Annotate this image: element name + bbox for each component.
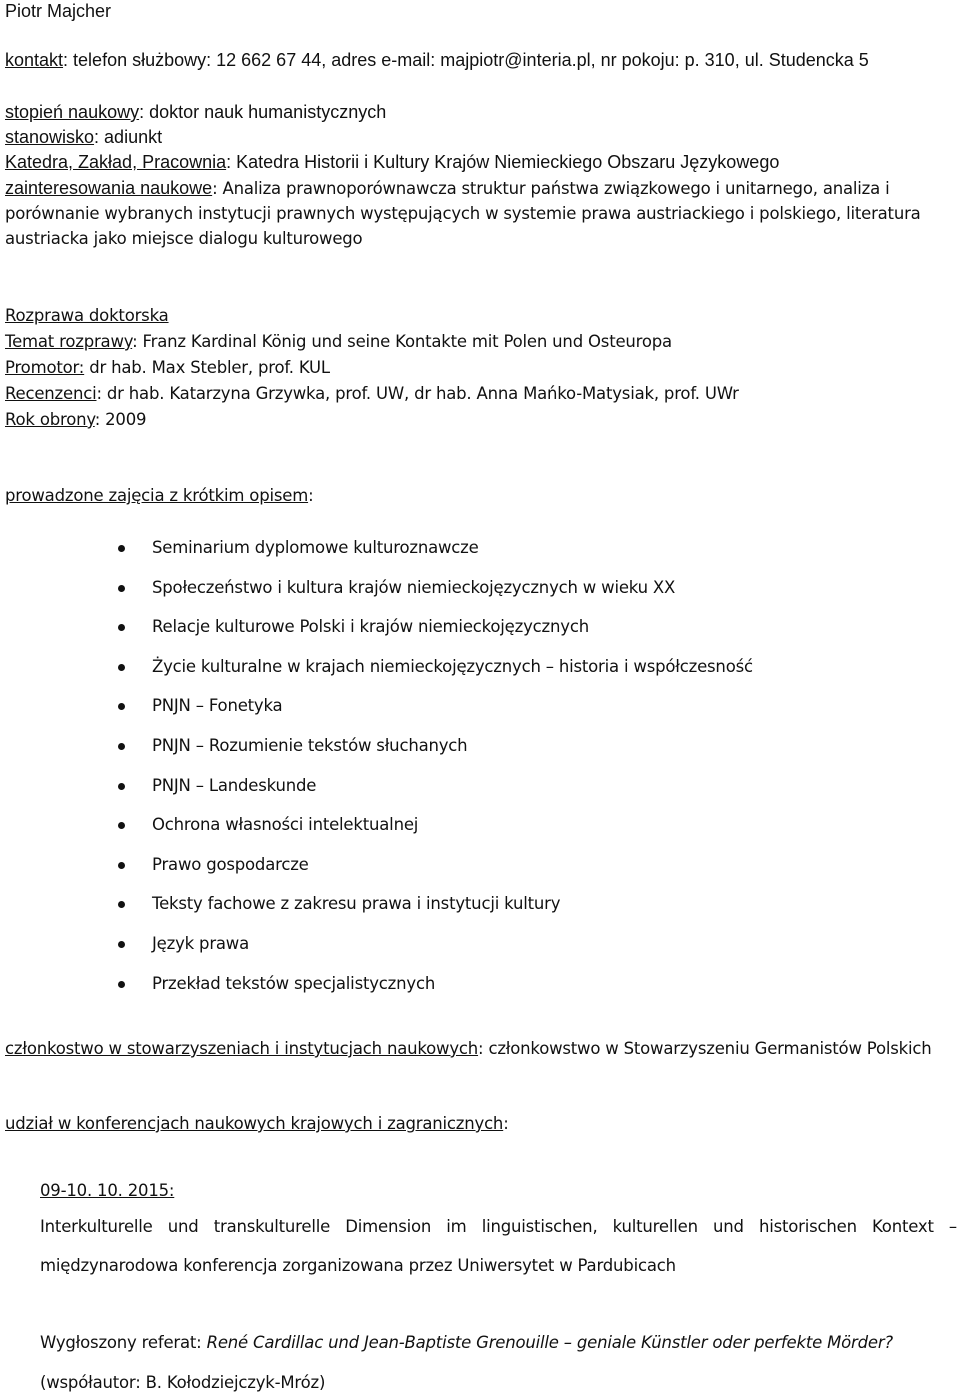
- thesis-heading: Rozprawa doktorska: [5, 306, 169, 325]
- thesis-year-line: [5, 409, 146, 431]
- thesis-reviewers-text: : dr hab. Katarzyna Grzywka, prof. UW, dr hab. Anna Mańko-Matysiak, prof. UWr: [96, 384, 739, 403]
- thesis-topic-text: : Franz Kardinal König und seine Kontakte mit Polen und Osteuropa: [132, 332, 672, 351]
- bullet-icon: [118, 624, 125, 631]
- list-item: Język prawa: [100, 931, 753, 971]
- conference-date: 09-10. 10. 2015:: [40, 1181, 175, 1200]
- thesis-topic-label: Temat rozprawy: [5, 332, 133, 351]
- department-text: : Katedra Historii i Kultury Krajów Niemieckiego Obszaru Językowego: [226, 152, 780, 172]
- thesis-promotor-label: Promotor:: [5, 358, 85, 377]
- bullet-icon: [118, 981, 125, 988]
- list-item: Relacje kulturowe Polski i krajów niemieckojęzycznych: [100, 614, 753, 654]
- person-name: Piotr Majcher: [5, 1, 112, 21]
- list-item: Ochrona własności intelektualnej: [100, 812, 753, 852]
- degree-line: [5, 101, 386, 123]
- bullet-icon: [118, 743, 125, 750]
- interests-text: : Analiza prawnoporównawcza struktur państwa związkowego i unitarnego, analiza i porównanie wybranych instytucji prawnych występujących w systemie prawa austriackiego i polskiego, literatura austriacka jako miejsce dialogu kulturowego: [5, 179, 921, 248]
- talk-label: Wygłoszony referat:: [40, 1333, 207, 1352]
- conference-coauthor: (współautor: B. Kołodziejczyk-Mróz): [40, 1373, 326, 1392]
- position-text: : adiunkt: [94, 127, 163, 147]
- thesis-year-label: Rok obrony: [5, 410, 95, 429]
- bullet-icon: [118, 664, 125, 671]
- thesis-promotor-line: [5, 357, 330, 379]
- list-item: Teksty fachowe z zakresu prawa i instytucji kultury: [100, 891, 753, 931]
- department-line: [5, 151, 779, 173]
- conference-title-line: Interkulturelle und transkulturelle Dimension im linguistischen, kulturellen und historischen Kontext –: [40, 1217, 957, 1236]
- bullet-icon: [118, 901, 125, 908]
- membership-text: : członkowstwo w Stowarzyszeniu Germanistów Polskich: [478, 1039, 932, 1058]
- list-item: Seminarium dyplomowe kulturoznawcze: [100, 535, 753, 575]
- position-label: stanowisko: [5, 127, 95, 147]
- talk-title: René Cardillac und Jean-Baptiste Grenouille – geniale Künstler oder perfekte Mörder?: [206, 1333, 893, 1352]
- degree-label: stopień naukowy: [5, 102, 140, 122]
- interests-label: zainteresowania naukowe: [5, 178, 213, 198]
- bullet-icon: [118, 941, 125, 948]
- conference-title-line-2: międzynarodowa konferencja zorganizowana przez Uniwersytet w Pardubicach: [40, 1256, 676, 1275]
- membership-paragraph: [5, 1036, 955, 1062]
- bullet-icon: [118, 783, 125, 790]
- conferences-heading: udział w konferencjach naukowych krajowych i zagranicznych:: [5, 1114, 509, 1133]
- courses-heading: prowadzone zajęcia z krótkim opisem:: [5, 486, 314, 505]
- contact-text: : telefon służbowy: 12 662 67 44, adres e-mail: majpiotr@interia.pl, nr pokoju: p. 310, ul. Studencka 5: [63, 50, 869, 70]
- bullet-icon: [118, 703, 125, 710]
- thesis-promotor-text: dr hab. Max Stebler, prof. KUL: [84, 358, 330, 377]
- bullet-icon: [118, 585, 125, 592]
- courses-list: [100, 535, 753, 1010]
- thesis-topic-line: [5, 331, 672, 353]
- position-line: [5, 126, 162, 148]
- list-item: Życie kulturalne w krajach niemieckojęzycznych – historia i współczesność: [100, 654, 753, 694]
- conference-talk-line: [40, 1331, 893, 1355]
- bullet-icon: [118, 545, 125, 552]
- list-item: PNJN – Landeskunde: [100, 773, 753, 813]
- membership-label: członkostwo w stowarzyszeniach i instytucjach naukowych: [5, 1039, 479, 1058]
- thesis-year-text: : 2009: [94, 410, 147, 429]
- bullet-icon: [118, 862, 125, 869]
- list-item: PNJN – Fonetyka: [100, 693, 753, 733]
- contact-label: kontakt: [5, 50, 64, 70]
- interests-paragraph: [5, 176, 955, 251]
- thesis-reviewers-label: Recenzenci: [5, 384, 97, 403]
- contact-line: [5, 49, 869, 71]
- list-item: Społeczeństwo i kultura krajów niemieckojęzycznych w wieku XX: [100, 575, 753, 615]
- degree-text: : doktor nauk humanistycznych: [139, 102, 387, 122]
- list-item: Prawo gospodarcze: [100, 852, 753, 892]
- department-label: Katedra, Zakład, Pracownia: [5, 152, 227, 172]
- bullet-icon: [118, 822, 125, 829]
- thesis-reviewers-line: [5, 383, 739, 405]
- list-item: Przekład tekstów specjalistycznych: [100, 971, 753, 1011]
- list-item: PNJN – Rozumienie tekstów słuchanych: [100, 733, 753, 773]
